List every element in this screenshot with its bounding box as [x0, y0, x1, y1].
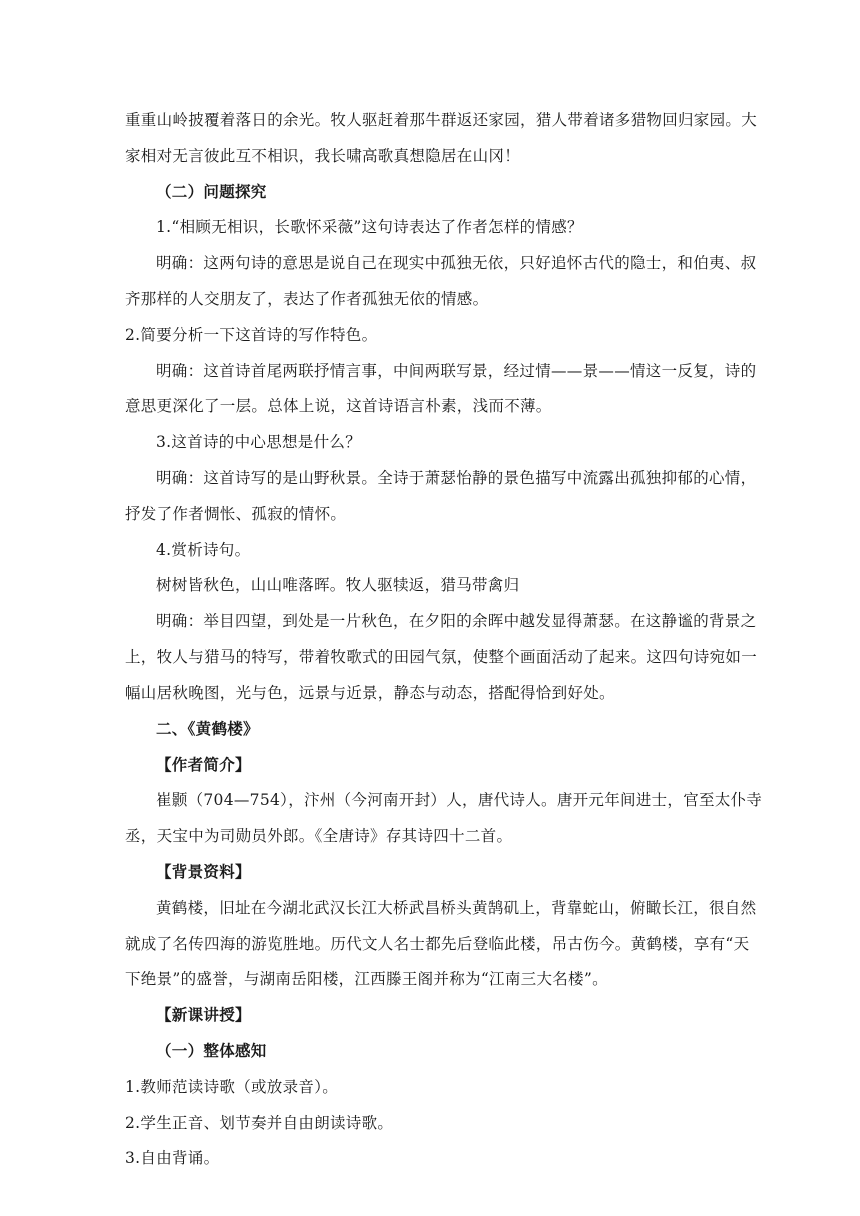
poem-line: 树树皆秋色，山山唯落晖。牧人驱犊返，猎马带禽归 — [156, 576, 520, 594]
text-line: 明确：举目四望，到处是一片秋色，在夕阳的余晖中越发显得萧瑟。在这静谧的背景之 — [156, 612, 757, 630]
text-line: 上，牧人与猎马的特写，带着牧歌式的田园气氛，使整个画面活动了起来。这四句诗宛如一 — [125, 648, 758, 666]
text-line: 齐那样的人交朋友了，表达了作者孤独无依的情感。 — [125, 290, 489, 308]
text-line: 抒发了作者惆怅、孤寂的情怀。 — [125, 505, 347, 523]
question: 3.这首诗的中心思想是什么？ — [156, 433, 361, 451]
section-heading: （二）问题探究 — [156, 182, 267, 201]
list-item: 1.教师范读诗歌（或放录音）。 — [125, 1078, 339, 1096]
question: 4.赏析诗句。 — [156, 541, 251, 559]
question: 1.“相顾无相识，长歌怀采薇”这句诗表达了作者怎样的情感？ — [156, 218, 583, 236]
text-line: 意思更深化了一层。总体上说，这首诗语言朴素，浅而不薄。 — [125, 397, 552, 415]
text-line: 明确：这首诗写的是山野秋景。全诗于萧瑟怡静的景色描写中流露出孤独抑郁的心情， — [156, 469, 757, 487]
text-line: 家相对无言彼此互不相识，我长啸高歌真想隐居在山冈！ — [125, 147, 521, 165]
text-line: 重重山岭披覆着落日的余光。牧人驱赶着那牛群返还家园，猎人带着诸多猎物回归家园。大 — [125, 111, 758, 129]
section-heading: （一）整体感知 — [156, 1041, 267, 1060]
text-line: 崔颢（704—754），汴州（今河南开封）人，唐代诗人。唐开元年间进士，官至太仆寺 — [156, 791, 763, 809]
text-line: 黄鹤楼，旧址在今湖北武汉长江大桥武昌桥头黄鹄矶上，背靠蛇山，俯瞰长江，很自然 — [156, 899, 757, 917]
text-line: 下绝景”的盛誉，与湖南岳阳楼，江西滕王阁并称为“江南三大名楼”。 — [125, 970, 608, 988]
text-line: 幅山居秋晚图，光与色，远景与近景，静态与动态，搭配得恰到好处。 — [125, 684, 615, 702]
text-line: 明确：这两句诗的意思是说自己在现实中孤独无依，只好追怀古代的隐士，和伯夷、叔 — [156, 254, 757, 272]
section-heading: 二、《黄鹤楼》 — [156, 719, 259, 738]
list-item: 3.自由背诵。 — [125, 1149, 220, 1167]
list-item: 2.学生正音、划节奏并自由朗读诗歌。 — [125, 1114, 394, 1132]
text-line: 丞，天宝中为司勋员外郎。《全唐诗》存其诗四十二首。 — [125, 827, 513, 845]
question: 2.简要分析一下这首诗的写作特色。 — [125, 326, 378, 344]
section-heading: 【作者简介】 — [156, 755, 251, 774]
text-line: 明确：这首诗首尾两联抒情言事，中间两联写景，经过情——景——情这一反复，诗的 — [156, 362, 757, 380]
section-heading: 【新课讲授】 — [156, 1005, 251, 1024]
section-heading: 【背景资料】 — [156, 862, 251, 881]
text-line: 就成了名传四海的游览胜地。历代文人名士都先后登临此楼，吊古伤今。黄鹤楼，享有“天 — [125, 935, 750, 953]
